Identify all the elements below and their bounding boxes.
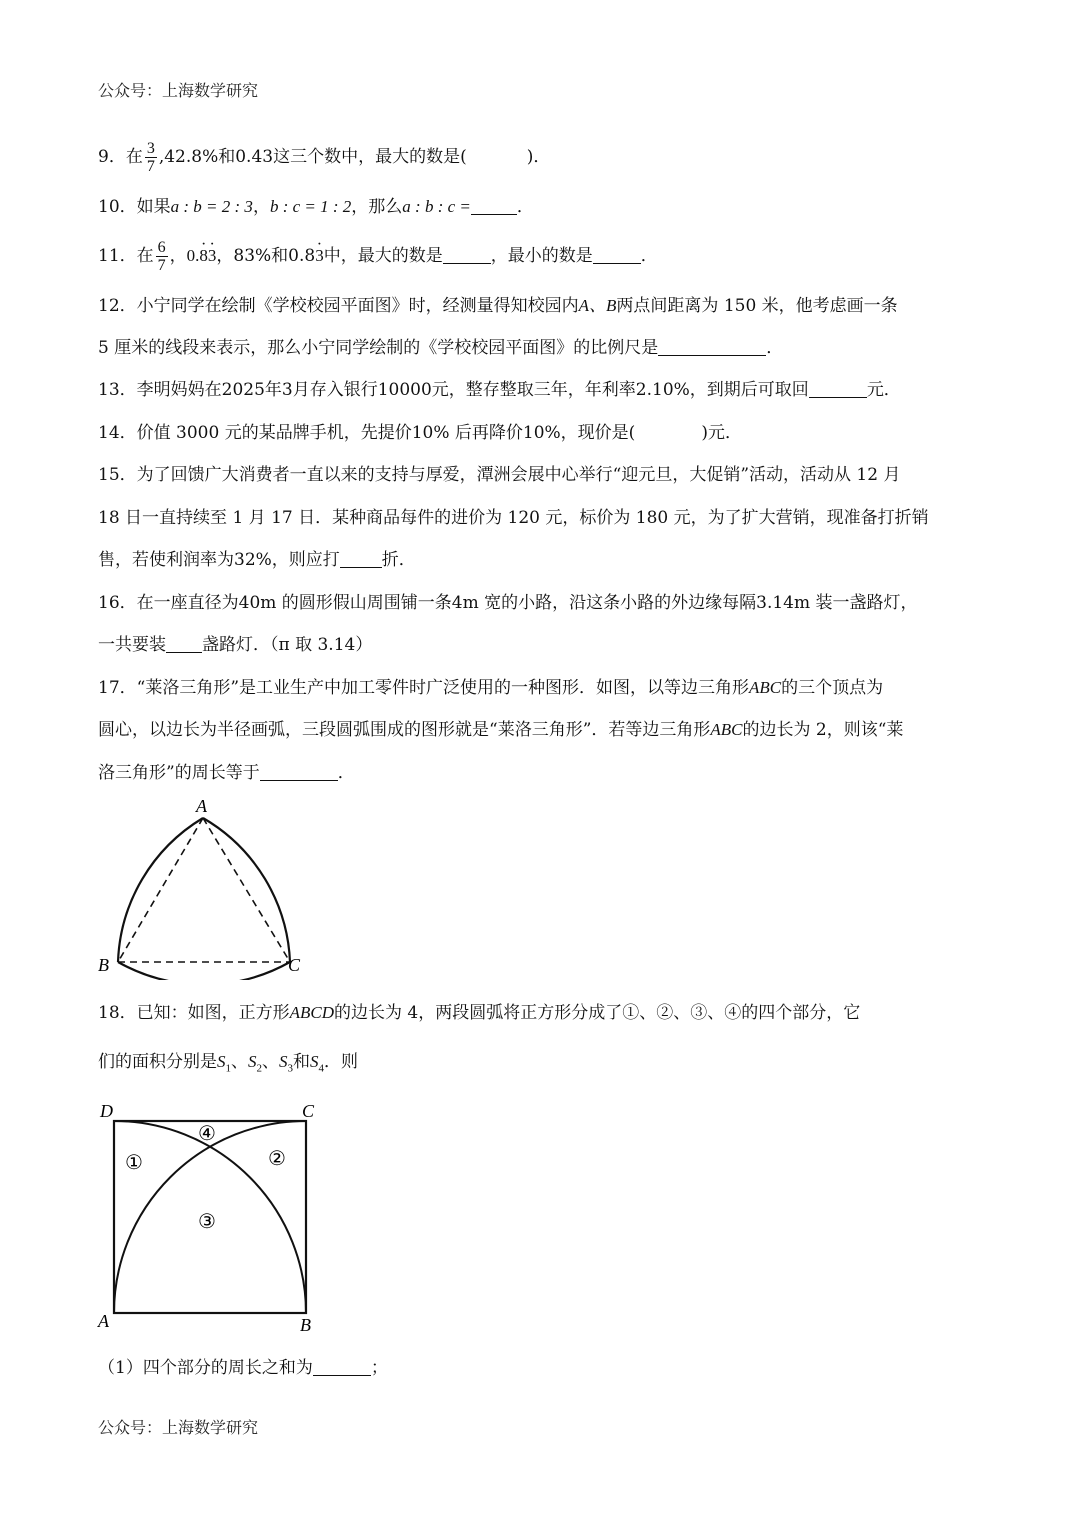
page-header: 公众号：上海数学研究 [98,81,259,100]
answer-blank[interactable] [260,762,338,781]
question-15-line3: 售，若使利润率为32%，则应打 折． [98,550,416,570]
page-footer: 公众号：上海数学研究 [98,1418,259,1437]
arc-bc [118,962,290,980]
question-15-line2: 18 日一直持续至 1 月 17 日．某种商品每件的进价为 120 元，标价为 180 元，为了扩大营销，现准备打折销 [98,508,929,528]
answer-blank[interactable] [313,1357,371,1376]
question-11: 11．在 $\frac{6}{7}$ ，0.8 ·3 ·，83%和0.83 ·中，最大的数是 ，最小的数是 ． [98,236,658,276]
answer-blank[interactable] [340,549,382,568]
question-17-line1: 17．“莱洛三角形”是工业生产中加工零件时广泛使用的一种图形．如图，以等边三角形ABC的三个顶点为 [98,678,884,698]
question-15-line1: 15．为了回馈广大消费者一直以来的支持与厚爱，潭洲会展中心举行“迎元旦，大促销”活动，活动从 12 月 [98,465,901,485]
vertex-label-c: C [288,955,301,975]
vertex-label-b: B [98,955,109,975]
region-label-2: ② [268,1148,286,1170]
vertex-label-a: A [196,796,207,816]
answer-blank-min[interactable] [593,245,641,264]
question-18-line2: 们的面积分别是$S_1$、$S_2$、$S_3$和$S_4$．则 [98,1052,358,1075]
question-17-line3: 洛三角形”的周长等于 ． [98,763,355,783]
answer-blank[interactable] [809,379,867,398]
answer-blank[interactable] [471,196,517,215]
question-18-sub1: （1）四个部分的周长之和为 ； [98,1358,388,1378]
region-label-4: ④ [198,1123,216,1145]
vertex-label-a: A [98,1311,109,1331]
answer-blank[interactable] [658,337,766,356]
question-17-line2: 圆心，以边长为半径画弧，三段圆弧围成的图形就是“莱洛三角形”．若等边三角形ABC的边长为 2，则该“莱 [98,720,904,740]
question-14: 14．价值 3000 元的某品牌手机，先提价10% 后再降价10%，现价是( )元． [98,423,742,443]
square-arcs-figure [90,1095,330,1340]
region-label-3: ③ [198,1211,216,1233]
question-13: 13．李明妈妈在2025年3月存入银行10000元，整存整取三年，年利率2.10%，到期后可取回 元． [98,380,901,400]
vertex-label-b: B [300,1315,311,1335]
question-16-line1: 16．在一座直径为40m 的圆形假山周围铺一条4m 宽的小路，沿这条小路的外边缘每隔3.14m 装一盏路灯， [98,593,918,613]
dashed-side-ac [203,818,290,962]
question-16-line2: 一共要装 盏路灯．（π 取 3.14） [98,635,373,655]
question-9: 9．在 $\frac{3}{7}$ ,42.8%和0.43这三个数中，最大的数是( )． [98,140,551,175]
question-12-line2: 5 厘米的线段来表示，那么小宁同学绘制的《学校校园平面图》的比例尺是 ． [98,338,784,358]
answer-blank[interactable] [166,634,202,653]
fraction-6-7: $\frac{6}{7}$ [157,239,166,274]
answer-blank-max[interactable] [443,245,491,264]
reuleaux-triangle-figure [90,790,320,980]
region-label-1: ① [125,1152,143,1174]
question-12-line1: 12．小宁同学在绘制《学校校园平面图》时，经测量得知校园内A、B两点间距离为 150 米，他考虑画一条 [98,296,898,316]
fraction-3-7: $\frac{3}{7}$ [146,140,155,175]
vertex-label-d: D [100,1101,113,1121]
vertex-label-c: C [302,1101,315,1121]
question-18-line1: 18．已知：如图，正方形ABCD的边长为 4，两段圆弧将正方形分成了①、②、③、④的四个部分，它 [98,1003,861,1023]
question-10: 10．如果a : b = 2 : 3，b : c = 1 : 2，那么a : b : c = ． [98,197,534,217]
dashed-side-ab [118,818,203,962]
